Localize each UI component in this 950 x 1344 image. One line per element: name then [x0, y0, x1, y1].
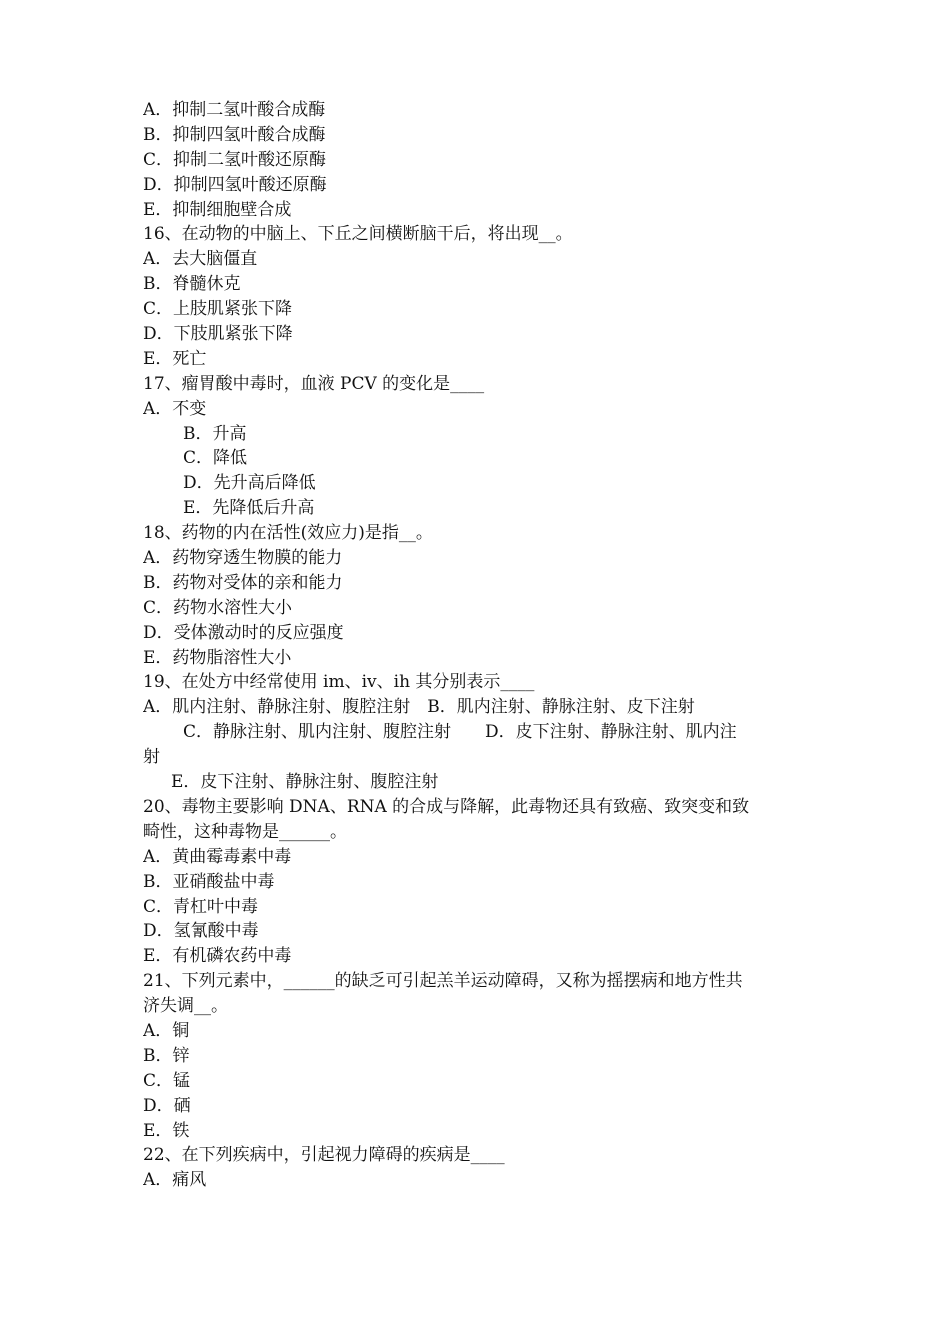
- question-22: 22、在下列疾病中，引起视力障碍的疾病是____: [143, 1145, 505, 1166]
- text-line: A．药物穿透生物膜的能力: [143, 548, 343, 569]
- text-line: A．黄曲霉毒素中毒: [143, 846, 292, 867]
- text-line: A．铜: [143, 1020, 190, 1041]
- text-line: E．有机磷农药中毒: [143, 946, 292, 967]
- text-line: C．静脉注射、肌内注射、腹腔注射 D．皮下注射、静脉注射、肌内注: [183, 722, 737, 743]
- text-line: E．皮下注射、静脉注射、腹腔注射: [171, 772, 439, 793]
- question-17: 17、瘤胃酸中毒时，血液 PCV 的变化是____: [143, 373, 485, 394]
- text-line: C．上肢肌紧张下降: [143, 299, 293, 320]
- text-line: C．抑制二氢叶酸还原酶: [143, 149, 327, 170]
- text-line: A．痛风: [143, 1170, 207, 1191]
- document-body: [143, 98, 811, 1193]
- text-line: A．去大脑僵直: [143, 249, 258, 270]
- text-line: D．先升高后降低: [183, 473, 316, 494]
- text-line: A．肌内注射、静脉注射、腹腔注射 B．肌内注射、静脉注射、皮下注射: [143, 697, 695, 718]
- text-line: D．氢氰酸中毒: [143, 921, 259, 942]
- text-line: E．铁: [143, 1120, 190, 1141]
- text-line: B．药物对受体的亲和能力: [143, 572, 343, 593]
- text-line: C．锰: [143, 1070, 191, 1091]
- text-line: D．抑制四氢叶酸还原酶: [143, 174, 327, 195]
- question-20: 20、毒物主要影响 DNA、RNA 的合成与降解，此毒物还具有致癌、致突变和致: [143, 796, 750, 817]
- text-line: C．青杠叶中毒: [143, 896, 259, 917]
- text-line: 畸性，这种毒物是______。: [143, 821, 347, 842]
- text-line: E．死亡: [143, 348, 207, 369]
- text-line: C．药物水溶性大小: [143, 597, 293, 618]
- text-line: A．抑制二氢叶酸合成酶: [143, 100, 326, 120]
- text-line: B．锌: [143, 1045, 190, 1066]
- question-21: 21、下列元素中，______的缺乏可引起羔羊运动障碍，又称为摇摆病和地方性共: [143, 971, 743, 992]
- text-line: A．不变: [143, 398, 207, 419]
- text-line: B．亚硝酸盐中毒: [143, 871, 275, 892]
- question-18: 18、药物的内在活性(效应力)是指__。: [143, 523, 433, 544]
- text-line: E．抑制细胞壁合成: [143, 199, 292, 220]
- text-line: 射: [143, 747, 160, 768]
- text-line: 济失调__。: [143, 996, 228, 1017]
- question-16: 16、在动物的中脑上、下丘之间横断脑干后，将出现__。: [143, 224, 573, 245]
- text-line: B．升高: [183, 423, 247, 444]
- text-line: E．先降低后升高: [183, 498, 315, 519]
- text-line: C．降低: [183, 448, 248, 469]
- text-line: B．脊髓休克: [143, 274, 241, 295]
- question-19: 19、在处方中经常使用 im、iv、ih 其分别表示____: [143, 672, 535, 693]
- text-line: D．硒: [143, 1095, 191, 1116]
- text-line: E．药物脂溶性大小: [143, 647, 292, 668]
- text-line: D．下肢肌紧张下降: [143, 324, 293, 345]
- text-line: B．抑制四氢叶酸合成酶: [143, 124, 326, 145]
- text-line: D．受体激动时的反应强度: [143, 622, 344, 643]
